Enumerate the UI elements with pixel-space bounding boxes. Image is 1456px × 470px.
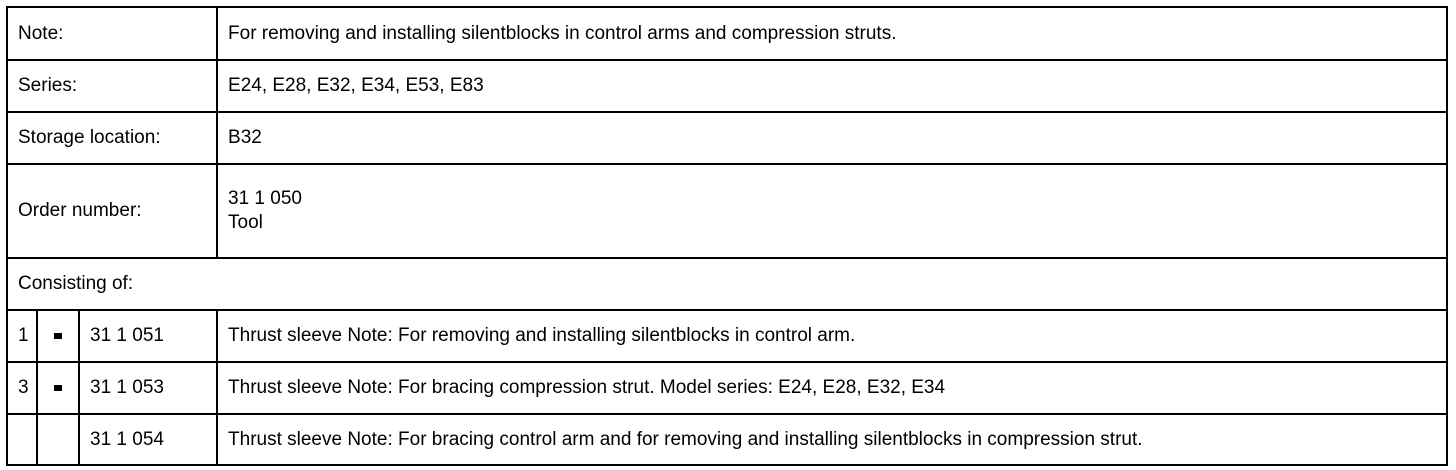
series-value: E24, E28, E32, E34, E53, E83	[217, 60, 1447, 112]
component-qty: 1	[7, 310, 37, 362]
storage-location-label: Storage location:	[7, 112, 217, 164]
component-part-number: 31 1 053	[79, 362, 217, 414]
dash-icon	[54, 385, 62, 391]
series-row	[7, 60, 1447, 112]
storage-location-value: B32	[217, 112, 1447, 164]
order-number-type: Tool	[228, 212, 263, 233]
component-row	[7, 362, 1447, 414]
order-number-value	[217, 164, 1447, 258]
consisting-of-row	[7, 258, 1447, 310]
component-description: Thrust sleeve Note: For bracing control arm and for removing and installing silentblocks in compression strut.	[217, 414, 1447, 465]
component-part-number: 31 1 051	[79, 310, 217, 362]
component-qty: 3	[7, 362, 37, 414]
component-bullet	[37, 414, 79, 465]
component-qty	[7, 414, 37, 465]
component-description: Thrust sleeve Note: For bracing compression strut. Model series: E24, E28, E32, E34	[217, 362, 1447, 414]
component-part-number: 31 1 054	[79, 414, 217, 465]
note-label: Note:	[7, 7, 217, 60]
order-number-label: Order number:	[7, 164, 217, 258]
component-bullet	[37, 362, 79, 414]
component-row	[7, 414, 1447, 465]
component-description: Thrust sleeve Note: For removing and installing silentblocks in control arm.	[217, 310, 1447, 362]
dash-icon	[54, 333, 62, 339]
series-label: Series:	[7, 60, 217, 112]
tool-info-sheet	[6, 6, 1446, 462]
tool-info-table	[6, 6, 1448, 466]
component-bullet	[37, 310, 79, 362]
note-row	[7, 7, 1447, 60]
order-number-code: 31 1 050	[228, 188, 302, 209]
component-row	[7, 310, 1447, 362]
storage-location-row	[7, 112, 1447, 164]
consisting-of-label: Consisting of:	[7, 258, 1447, 310]
order-number-row	[7, 164, 1447, 258]
note-value: For removing and installing silentblocks in control arms and compression struts.	[217, 7, 1447, 60]
